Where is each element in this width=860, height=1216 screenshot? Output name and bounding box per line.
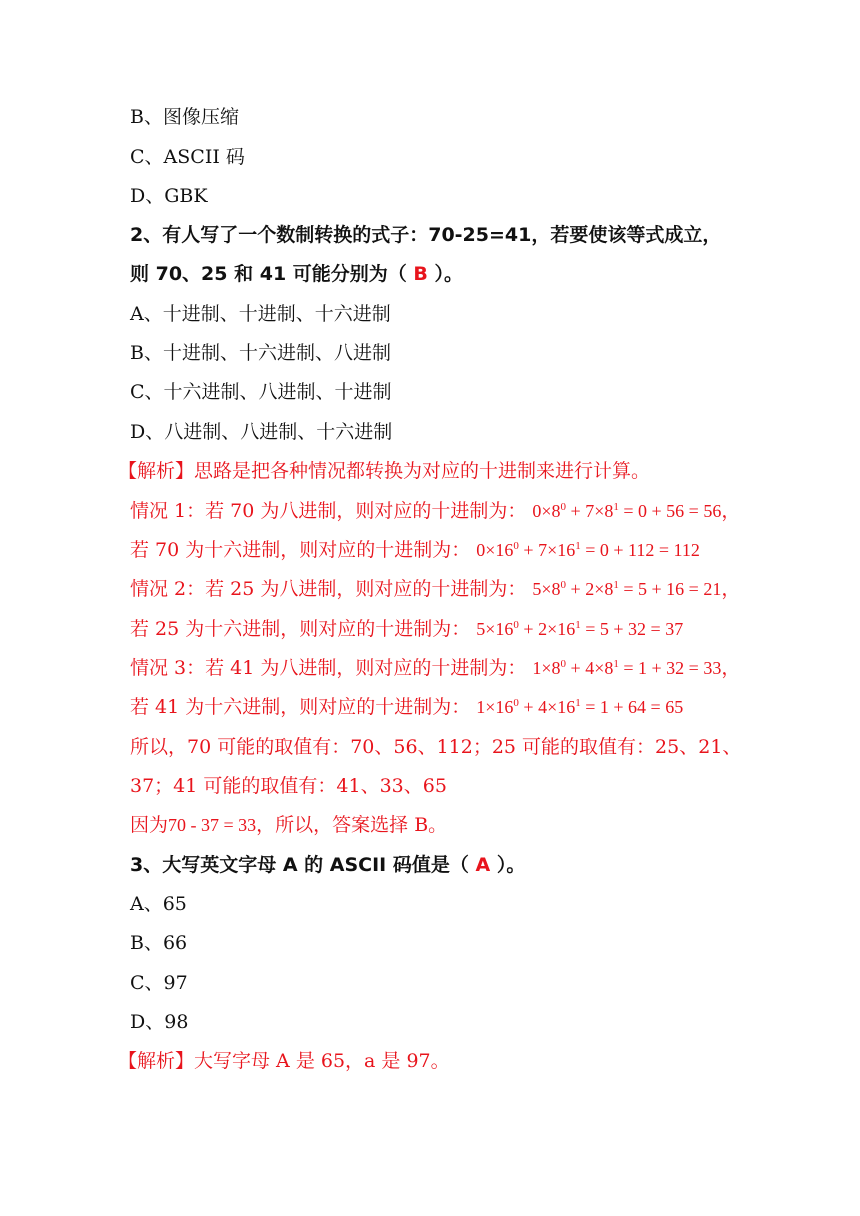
formula-exponent: 1 — [575, 697, 581, 709]
case-text: 情况 2：若 25 为八进制，则对应的十进制为： — [130, 578, 527, 600]
formula-exponent: 1 — [613, 658, 619, 670]
formula-exponent: 0 — [513, 697, 519, 709]
formula-part: = 1 + 32 = 33 — [618, 658, 722, 678]
analysis-tag: 【解析】 — [118, 460, 195, 482]
analysis-tag: 【解析】 — [118, 1050, 195, 1072]
formula-part: + 4×8 — [566, 658, 614, 678]
q3-stem-suffix: ）。 — [490, 854, 526, 876]
analysis-intro-text: 思路是把各种情况都转换为对应的十进制来进行计算。 — [194, 460, 651, 482]
formula-exponent: 1 — [613, 501, 619, 513]
case-line — [130, 655, 740, 681]
conclusion-prefix: 因为 — [130, 814, 169, 836]
case-text: 若 41 为十六进制，则对应的十进制为： — [130, 696, 471, 718]
formula-part: + 2×16 — [518, 619, 576, 639]
q2-stem-prefix: 则 70、25 和 41 可能分别为（ — [130, 263, 414, 285]
q2-answer: B — [413, 263, 428, 285]
case-tail: ， — [721, 500, 741, 522]
case-line — [130, 498, 740, 524]
formula-part: + 4×16 — [518, 697, 576, 717]
formula-part: 1×16 — [476, 697, 514, 717]
formula-part: = 0 + 56 = 56 — [618, 501, 722, 521]
analysis-conclusion — [130, 812, 447, 838]
q3-option-d: D、98 — [130, 1011, 189, 1033]
formula-exponent: 0 — [560, 501, 567, 513]
formula-part: = 0 + 112 = 112 — [580, 540, 700, 560]
q1-option-c: C、ASCII 码 — [130, 146, 245, 168]
q3-option-b: B、66 — [130, 932, 188, 954]
q3-analysis-text: 大写字母 A 是 65，a 是 97。 — [194, 1050, 450, 1072]
case-formula — [476, 697, 683, 717]
formula-part: 0×16 — [476, 540, 514, 560]
case-text: 若 70 为十六进制，则对应的十进制为： — [130, 539, 471, 561]
case-text: 情况 1：若 70 为八进制，则对应的十进制为： — [130, 500, 527, 522]
q3-option-a: A、65 — [130, 893, 187, 915]
formula-part: 5×16 — [476, 619, 514, 639]
analysis-summary-2: 37；41 可能的取值有：41、33、65 — [130, 775, 447, 797]
formula-exponent: 0 — [513, 619, 519, 631]
case-line — [130, 576, 740, 602]
formula-part: = 1 + 64 = 65 — [580, 697, 684, 717]
q2-stem-line1: 2、有人写了一个数制转换的式子：70-25=41，若要使该等式成立， — [130, 224, 722, 246]
case-line — [130, 694, 683, 720]
case-line — [130, 537, 700, 563]
q3-answer: A — [475, 854, 491, 876]
case-text: 若 25 为十六进制，则对应的十进制为： — [130, 618, 471, 640]
q3-option-c: C、97 — [130, 972, 188, 994]
formula-part: + 7×16 — [518, 540, 576, 560]
formula-part: = 5 + 16 = 21 — [618, 579, 722, 599]
case-formula — [532, 579, 721, 599]
q2-stem-line2 — [130, 261, 463, 287]
formula-part: + 7×8 — [566, 501, 614, 521]
case-formula — [476, 540, 700, 560]
analysis-summary-1: 所以，70 可能的取值有：70、56、112；25 可能的取值有：25、21、 — [130, 736, 742, 758]
conclusion-formula: 70 - 37 = 33 — [168, 815, 257, 835]
q1-option-b: B、图像压缩 — [130, 106, 239, 128]
formula-exponent: 1 — [613, 579, 619, 591]
formula-exponent: 1 — [575, 540, 581, 552]
formula-exponent: 0 — [560, 658, 567, 670]
case-formula — [476, 619, 683, 639]
formula-part: 0×8 — [532, 501, 561, 521]
formula-exponent: 0 — [513, 540, 519, 552]
q3-analysis — [118, 1048, 450, 1074]
case-formula — [532, 501, 721, 521]
formula-part: 5×8 — [532, 579, 561, 599]
formula-part: + 2×8 — [566, 579, 614, 599]
formula-part: = 5 + 32 = 37 — [580, 619, 684, 639]
q2-option-b: B、十进制、十六进制、八进制 — [130, 342, 391, 364]
q3-stem-prefix: 3、大写英文字母 A 的 ASCII 码值是（ — [130, 854, 476, 876]
q2-option-d: D、八进制、八进制、十六进制 — [130, 421, 393, 443]
case-text: 情况 3：若 41 为八进制，则对应的十进制为： — [130, 657, 527, 679]
case-line — [130, 616, 683, 642]
q3-stem — [130, 852, 525, 878]
formula-part: 1×8 — [532, 658, 561, 678]
case-tail: ， — [721, 578, 741, 600]
formula-exponent: 1 — [575, 619, 581, 631]
case-tail: ， — [721, 657, 741, 679]
conclusion-suffix: ，所以，答案选择 B。 — [256, 814, 448, 836]
q2-option-a: A、十进制、十进制、十六进制 — [130, 303, 391, 325]
q2-stem-suffix: ）。 — [427, 263, 464, 285]
case-formula — [532, 658, 721, 678]
q2-analysis-intro — [118, 458, 650, 484]
q2-option-c: C、十六进制、八进制、十进制 — [130, 381, 392, 403]
q1-option-d: D、GBK — [130, 185, 208, 207]
formula-exponent: 0 — [560, 579, 567, 591]
